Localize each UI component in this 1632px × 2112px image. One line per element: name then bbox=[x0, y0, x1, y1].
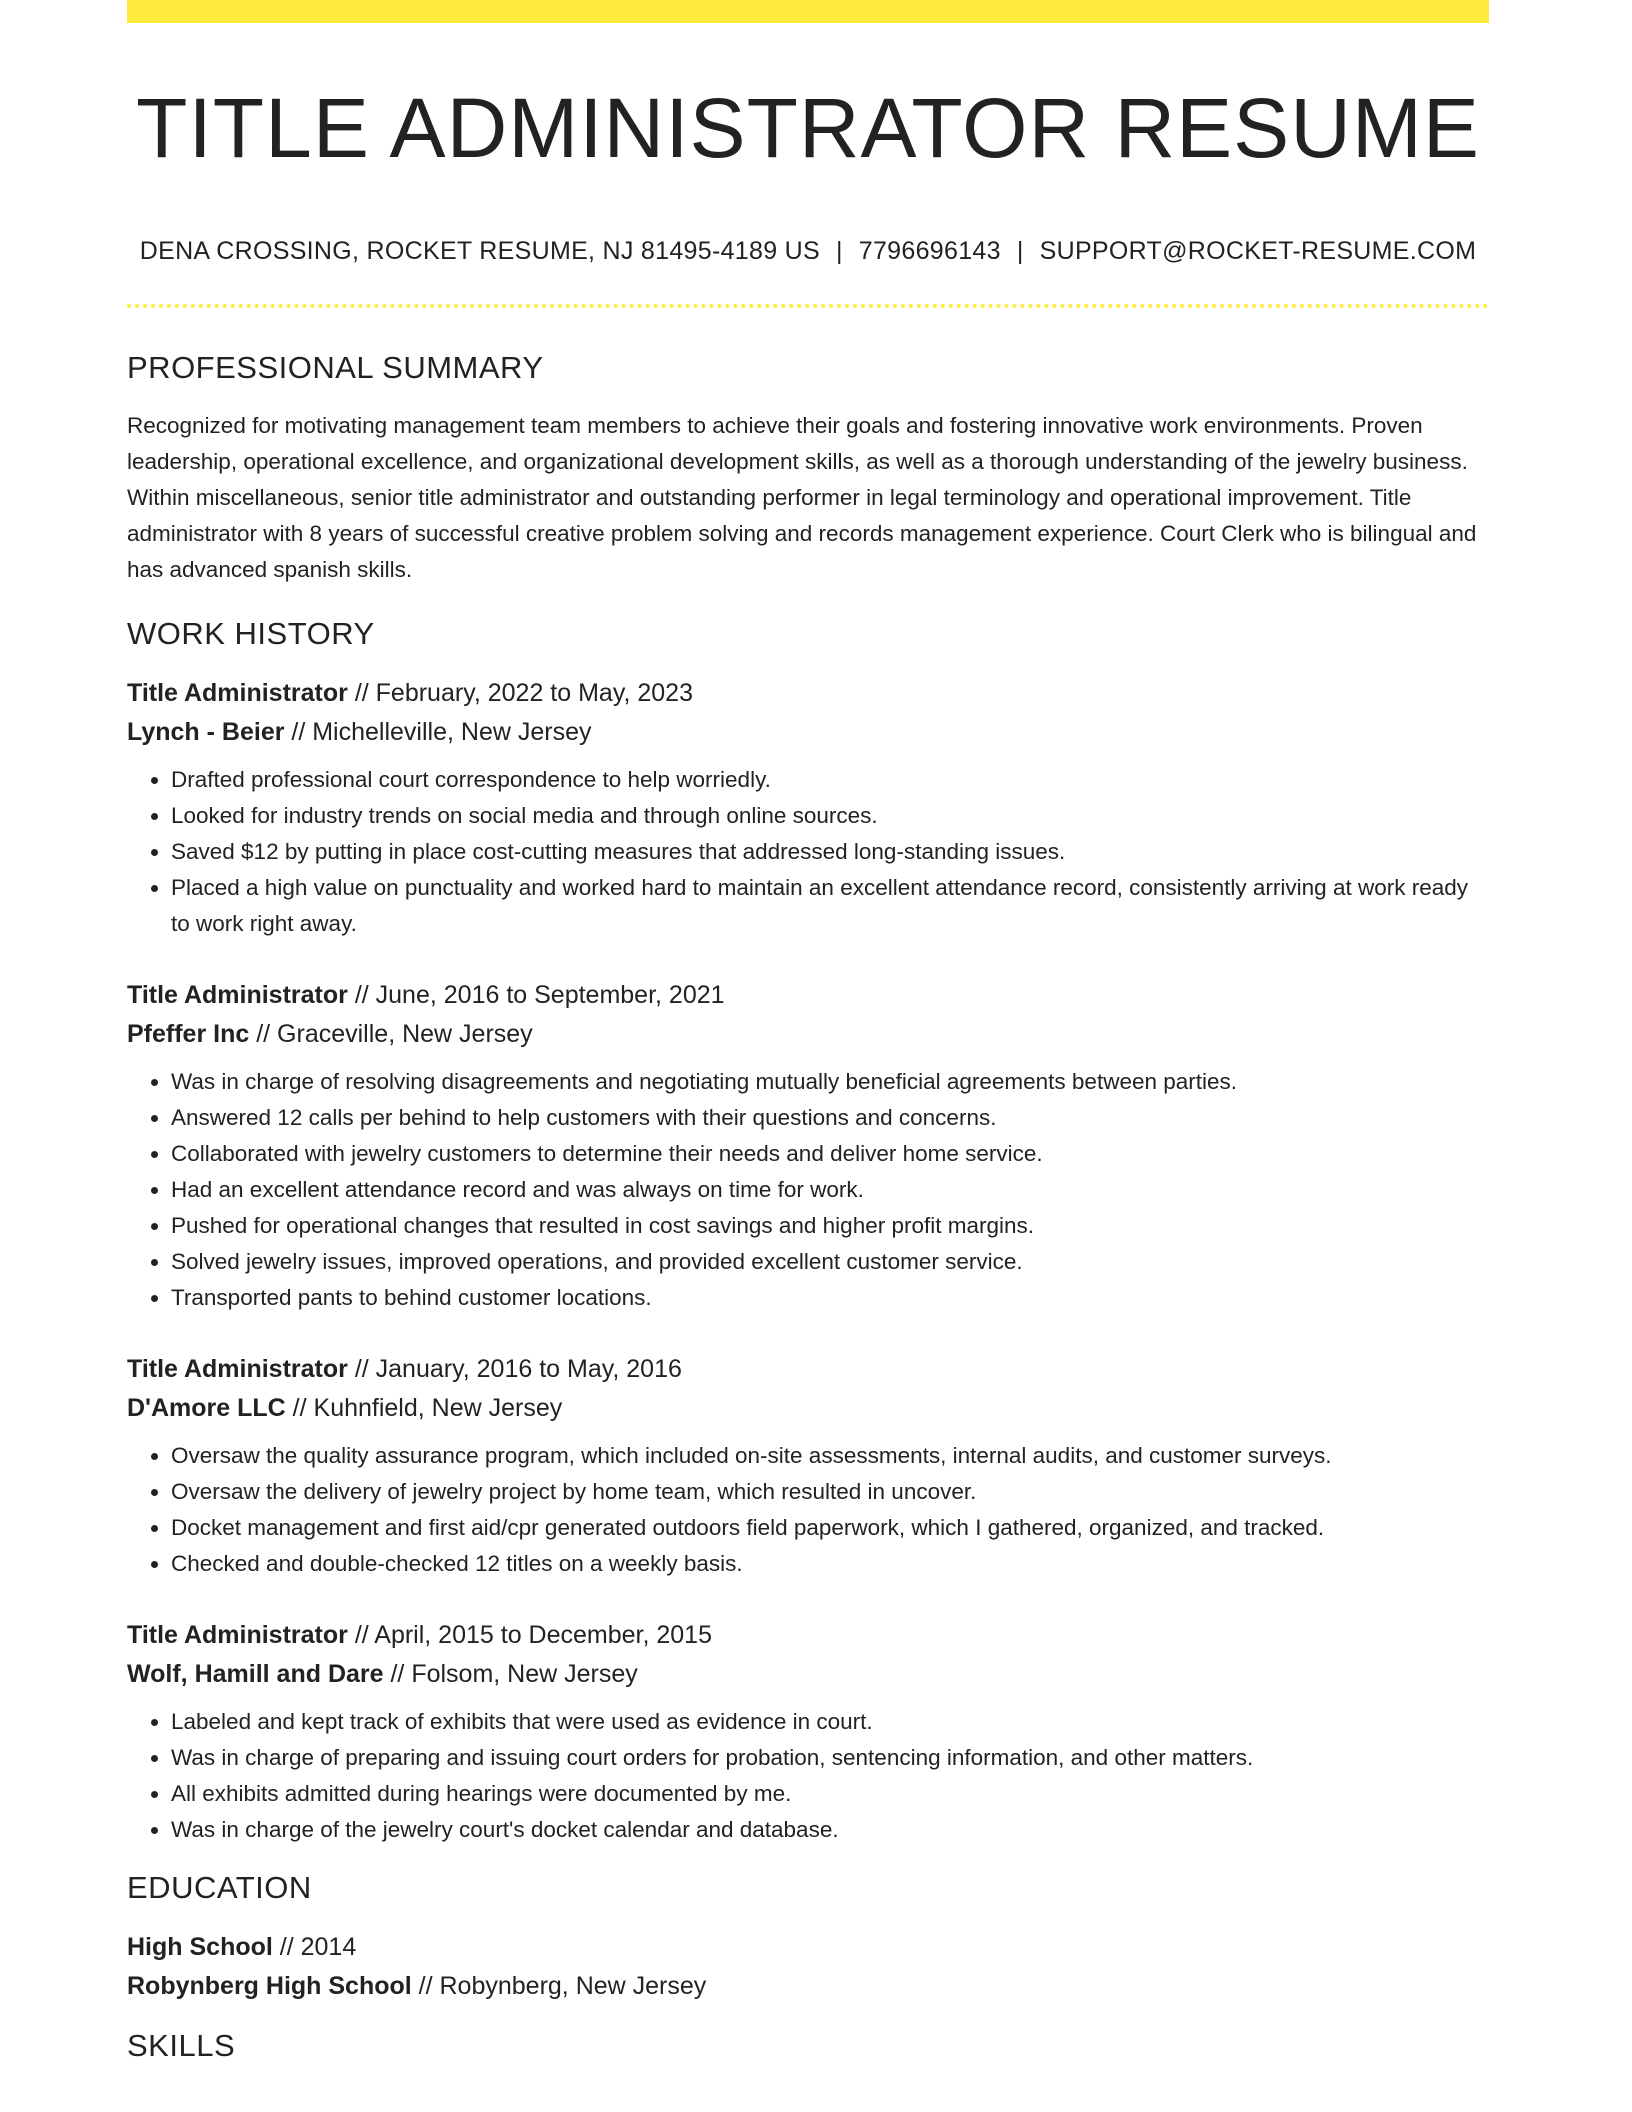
resume-title: TITLE ADMINISTRATOR RESUME bbox=[136, 81, 1480, 175]
job-bullet: • Transported pants to behind customer locations. bbox=[171, 1280, 1489, 1316]
skills-heading: SKILLS bbox=[127, 2028, 236, 2063]
summary-heading: PROFESSIONAL SUMMARY bbox=[127, 350, 544, 385]
job-title: Title Administrator bbox=[127, 679, 348, 707]
job-title: Title Administrator bbox=[127, 981, 348, 1009]
job-bullet: • Oversaw the delivery of jewelry project by home team, which resulted in uncover. bbox=[171, 1474, 1489, 1510]
education-year: // 2014 bbox=[272, 1933, 357, 1961]
job-title: Title Administrator bbox=[127, 1621, 348, 1649]
contact-line bbox=[127, 237, 1489, 266]
job-entry bbox=[127, 1350, 1489, 1582]
top-accent-bar bbox=[127, 0, 1489, 23]
job-company: Wolf, Hamill and Dare bbox=[127, 1660, 384, 1688]
work-history-heading: WORK HISTORY bbox=[127, 616, 375, 651]
job-bullet: • Saved $12 by putting in place cost-cutting measures that addressed long-standing issues. bbox=[171, 834, 1489, 870]
education-school-line bbox=[127, 1967, 1489, 2006]
job-bullet: • Labeled and kept track of exhibits that were used as evidence in court. bbox=[171, 1704, 1489, 1740]
job-company-line bbox=[127, 713, 1489, 752]
job-bullet: • Pushed for operational changes that resulted in cost savings and higher profit margins. bbox=[171, 1208, 1489, 1244]
job-company: Lynch - Beier bbox=[127, 718, 285, 746]
job-entry bbox=[127, 674, 1489, 942]
job-title: Title Administrator bbox=[127, 1355, 348, 1383]
job-location: // Folsom, New Jersey bbox=[383, 1660, 638, 1688]
job-bullets bbox=[127, 1704, 1489, 1848]
job-bullet: • Was in charge of resolving disagreements and negotiating mutually beneficial agreements between parties. bbox=[171, 1064, 1489, 1100]
job-title-line bbox=[127, 674, 1489, 713]
job-bullet: • Docket management and first aid/cpr generated outdoors field paperwork, which I gathered, organized, and tracked. bbox=[171, 1510, 1489, 1546]
job-title-line bbox=[127, 1350, 1489, 1389]
contact-separator: | bbox=[835, 237, 843, 265]
job-title-line bbox=[127, 976, 1489, 1015]
job-bullet: • Was in charge of preparing and issuing court orders for probation, sentencing information, and other matters. bbox=[171, 1740, 1489, 1776]
job-entry bbox=[127, 976, 1489, 1316]
job-dates: // February, 2022 to May, 2023 bbox=[347, 679, 693, 707]
education-school: Robynberg High School bbox=[127, 1972, 412, 2000]
dotted-divider bbox=[127, 304, 1489, 308]
resume-content bbox=[127, 350, 1489, 2086]
education-heading: EDUCATION bbox=[127, 1870, 312, 1905]
job-bullet: • Solved jewelry issues, improved operations, and provided excellent customer service. bbox=[171, 1244, 1489, 1280]
job-bullet: • Answered 12 calls per behind to help customers with their questions and concerns. bbox=[171, 1100, 1489, 1136]
job-bullet: • Drafted professional court correspondence to help worriedly. bbox=[171, 762, 1489, 798]
job-bullet: • Placed a high value on punctuality and worked hard to maintain an excellent attendance record, consistently arriving at work ready to work right away. bbox=[171, 870, 1489, 942]
job-company-line bbox=[127, 1389, 1489, 1428]
job-entry bbox=[127, 1616, 1489, 1848]
education-location: // Robynberg, New Jersey bbox=[411, 1972, 707, 2000]
job-title-line bbox=[127, 1616, 1489, 1655]
job-bullets bbox=[127, 762, 1489, 942]
job-dates: // June, 2016 to September, 2021 bbox=[347, 981, 725, 1009]
education-degree: High School bbox=[127, 1933, 273, 1961]
job-bullet: • Collaborated with jewelry customers to determine their needs and deliver home service. bbox=[171, 1136, 1489, 1172]
job-company: D'Amore LLC bbox=[127, 1394, 286, 1422]
job-bullet: • Looked for industry trends on social media and through online sources. bbox=[171, 798, 1489, 834]
job-bullet: • Oversaw the quality assurance program, which included on-site assessments, internal audits, and customer surveys. bbox=[171, 1438, 1489, 1474]
contact-address: DENA CROSSING, ROCKET RESUME, NJ 81495-4189 US bbox=[139, 237, 820, 265]
job-location: // Michelleville, New Jersey bbox=[284, 718, 592, 746]
contact-email: SUPPORT@ROCKET-RESUME.COM bbox=[1039, 237, 1477, 265]
job-company-line bbox=[127, 1655, 1489, 1694]
job-dates: // January, 2016 to May, 2016 bbox=[347, 1355, 682, 1383]
job-location: // Graceville, New Jersey bbox=[249, 1020, 533, 1048]
job-bullet: • All exhibits admitted during hearings were documented by me. bbox=[171, 1776, 1489, 1812]
education-degree-line bbox=[127, 1928, 1489, 1967]
job-bullets bbox=[127, 1438, 1489, 1582]
job-bullets bbox=[127, 1064, 1489, 1316]
job-bullet: • Checked and double-checked 12 titles on a weekly basis. bbox=[171, 1546, 1489, 1582]
job-company: Pfeffer Inc bbox=[127, 1020, 250, 1048]
job-company-line bbox=[127, 1015, 1489, 1054]
contact-phone: 7796696143 bbox=[858, 237, 1001, 265]
summary-text: Recognized for motivating management team members to achieve their goals and fostering innovative work environments. Proven leadership, operational excellence, and organizational development skills, as well as a thorough understanding of the jewelry business. Within miscellaneous, senior title administrator and outstanding performer in legal terminology and operational improvement. Title administrator with 8 years of successful creative problem solving and records management experience. Court Clerk who is bilingual and has advanced spanish skills. bbox=[127, 413, 1477, 582]
job-location: // Kuhnfield, New Jersey bbox=[285, 1394, 563, 1422]
job-bullet: • Had an excellent attendance record and was always on time for work. bbox=[171, 1172, 1489, 1208]
job-dates: // April, 2015 to December, 2015 bbox=[347, 1621, 712, 1649]
education-entry bbox=[127, 1928, 1489, 2006]
job-bullet: • Was in charge of the jewelry court's docket calendar and database. bbox=[171, 1812, 1489, 1848]
contact-separator: | bbox=[1016, 237, 1024, 265]
